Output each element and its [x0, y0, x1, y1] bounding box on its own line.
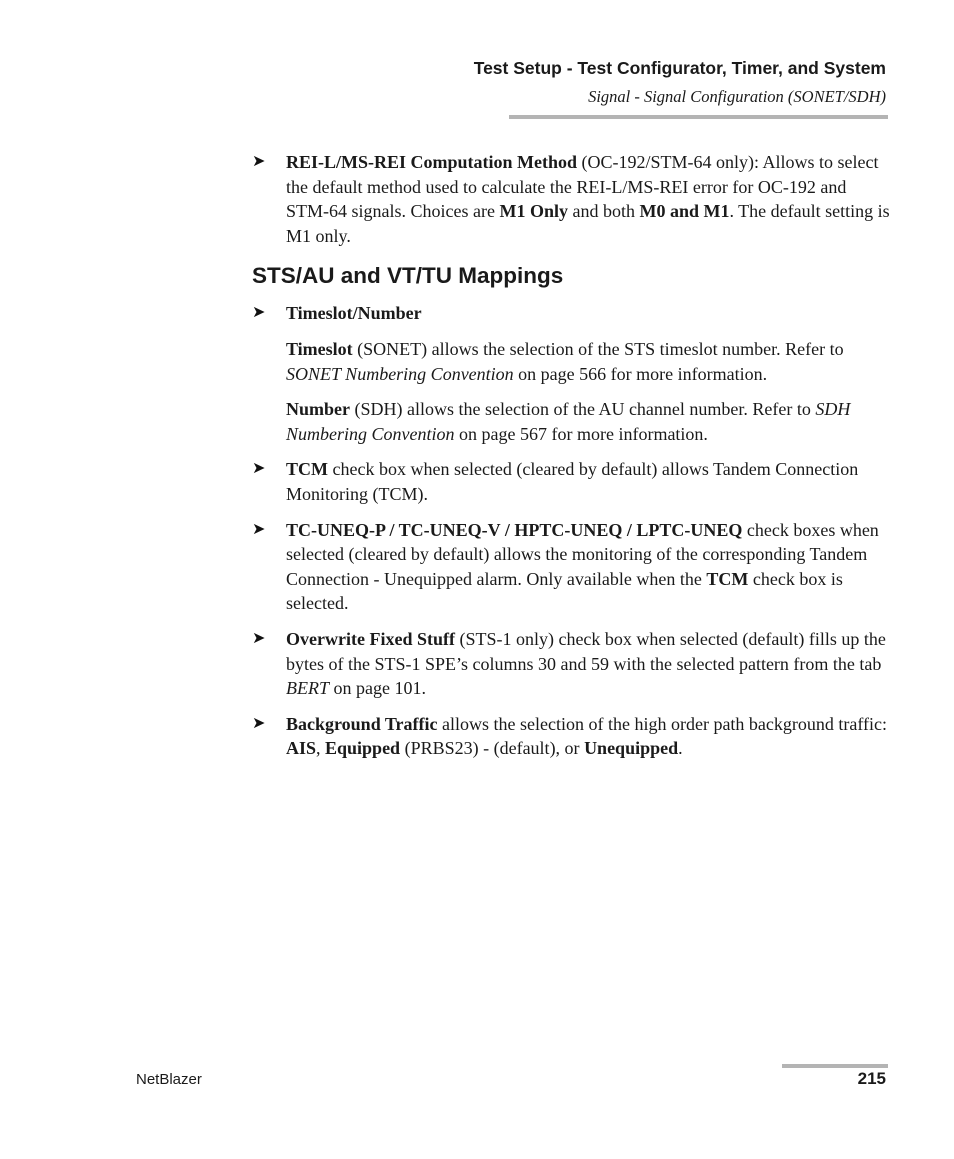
bullet-arrow-icon: ➤ [252, 629, 266, 647]
page-number: 215 [857, 1069, 886, 1088]
bullet-arrow-icon: ➤ [252, 520, 266, 538]
term: TC-UNEQ-P / TC-UNEQ-V / HPTC-UNEQ / LPTC-UNEQ [286, 519, 743, 540]
bullet-tc-uneq: ➤ TC-UNEQ-P / TC-UNEQ-V / HPTC-UNEQ / LPTC-UNEQ check boxes when selected (cleared by default) allows the monitoring of the corresponding Tandem Connection - Unequipped alarm. Only available when the TCM check box is selected. [252, 519, 879, 614]
bullet-background-traffic: ➤ Background Traffic allows the selection of the high order path background traffic: AIS, Equipped (PRBS23) - (default), or Unequipped. [252, 713, 888, 759]
term: Number [286, 399, 350, 420]
choice-m1-only: M1 Only [499, 201, 568, 222]
section-heading: STS/AU and VT/TU Mappings [252, 263, 564, 289]
term: Background Traffic [286, 713, 438, 734]
footer-rule [782, 1064, 888, 1068]
number-paragraph: Number (SDH) allows the selection of the AU channel number. Refer to SDH Numbering Convention on page 567 for more information. [286, 399, 851, 444]
xref-sonet-numbering[interactable]: SONET Numbering Convention [286, 363, 514, 384]
bullet-tcm: ➤ TCM check box when selected (cleared by default) allows Tandem Connection Monitoring (TCM). [252, 459, 859, 504]
term: Overwrite Fixed Stuff [286, 628, 455, 649]
option-ais: AIS [286, 738, 317, 759]
xref-sdh-numbering[interactable]: SDH Numbering Convention [286, 399, 851, 444]
bullet-timeslot-number [252, 301, 892, 326]
bullet-arrow-icon: ➤ [252, 460, 266, 478]
bullet-arrow-icon: ➤ [252, 304, 266, 322]
page-body [252, 150, 892, 772]
running-header-title: Test Setup - Test Configurator, Timer, and System [473, 58, 886, 78]
running-header-subtitle: Signal - Signal Configuration (SONET/SDH) [588, 87, 886, 106]
option-equipped: Equipped [325, 738, 401, 759]
term: TCM [706, 568, 749, 589]
option-unequipped: Unequipped [584, 738, 679, 759]
bullet-arrow-icon: ➤ [252, 153, 266, 170]
term: REI-L/MS-REI Computation Method [286, 152, 578, 172]
xref-bert[interactable]: BERT [286, 678, 329, 699]
choice-m0-m1: M0 and M1 [639, 201, 730, 222]
term: Timeslot [286, 338, 353, 359]
term: Timeslot/Number [286, 303, 422, 324]
bullet-overwrite-fixed-stuff: ➤ Overwrite Fixed Stuff (STS-1 only) check box when selected (default) fills up the bytes of the STS-1 SPE’s columns 30 and 59 with the selected pattern from the tab BERT on page 101. [252, 628, 886, 699]
bullet-rei-computation: ➤ REI-L/MS-REI Computation Method (OC-192/STM-64 only): Allows to select the default method used to calculate the REI-L/MS-REI error for OC-192 and STM-64 signals. Choices are M1 Only and both M0 and M1. The default setting is M1 only. [252, 152, 890, 246]
footer-product: NetBlazer [136, 1071, 202, 1088]
bullet-arrow-icon: ➤ [252, 714, 266, 732]
header-rule [509, 115, 888, 119]
timeslot-paragraph: Timeslot (SONET) allows the selection of the STS timeslot number. Refer to SONET Numbering Convention on page 566 for more information. [286, 338, 844, 384]
term: TCM [286, 459, 328, 480]
